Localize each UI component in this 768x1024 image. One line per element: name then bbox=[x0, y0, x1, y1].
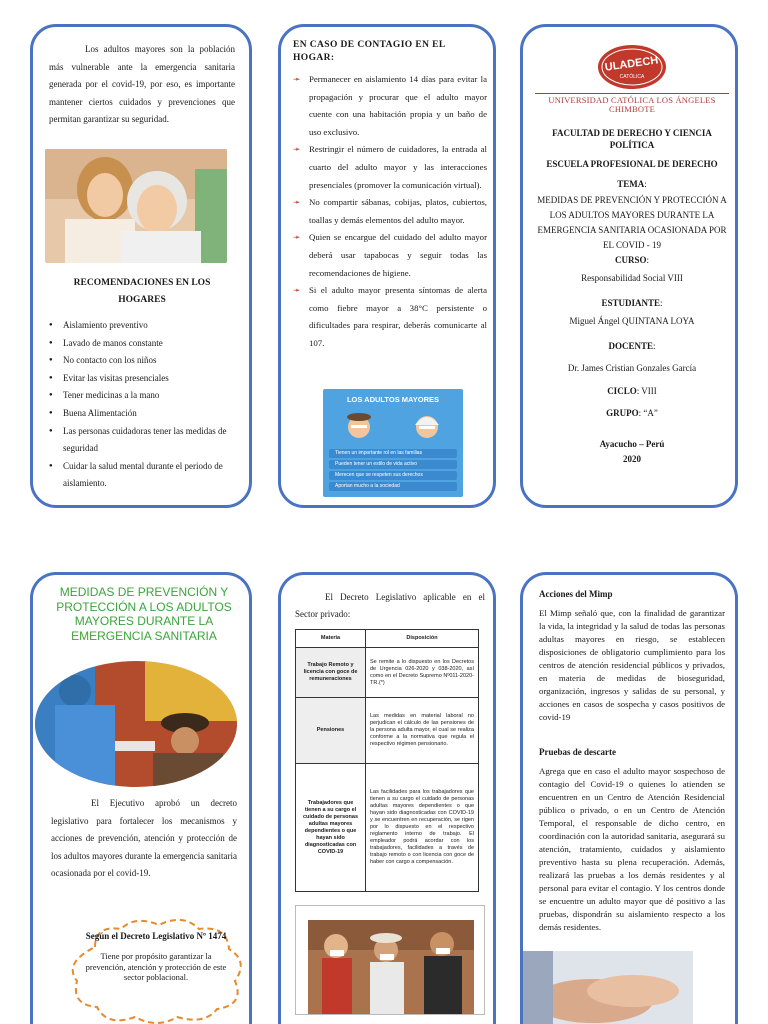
decree-lead: El Decreto Legislativo aplicable en el Sector privado: bbox=[295, 592, 485, 619]
table-header: Disposición bbox=[366, 630, 479, 648]
table-cell: Pensiones bbox=[296, 698, 366, 764]
contagion-title: EN CASO DE CONTAGIO EN EL HOGAR: bbox=[293, 40, 446, 63]
estudiante-text: Miguel Ángel QUINTANA LOYA bbox=[569, 316, 695, 327]
list-item: ● Tener medicinas a la mano bbox=[49, 387, 239, 405]
logo-text: ULADECH bbox=[604, 54, 660, 74]
place: Ayacucho – Perú bbox=[599, 438, 665, 449]
logo-subtext: CATÓLICA bbox=[619, 74, 645, 80]
measures-title: MEDIDAS DE PREVENCIÓN Y PROTECCIÓN A LOS ADULTOS MAYORES DURANTE LA EMERGENCIA SANITARIA bbox=[56, 585, 232, 643]
cloud-body: Tiene por propósito garantizar la prevención, atención y protección de este sector poblacional. bbox=[85, 951, 227, 983]
list-item: ● Las personas cuidadoras tener las medidas de seguridad bbox=[49, 423, 239, 458]
docente-line: DOCENTE: bbox=[608, 340, 656, 351]
elderly-couple-icon bbox=[323, 405, 463, 445]
intro-paragraph: Los adultos mayores son la población más vulnerable ante la emergencia sanitaria generada por el covid-19, por eso, es importante mantener ciertos cuidados y prevenciones que permitan garantizar su seguridad. bbox=[49, 44, 235, 124]
list-item: ➛ No compartir sábanas, cobijas, platos, cubiertos, toallas y demás elementos del adulto mayor. bbox=[293, 194, 487, 229]
ciclo-label: CICLO bbox=[607, 386, 637, 397]
list-item: ● Cuidar la salud mental durante el periodo de aislamiento. bbox=[49, 458, 239, 493]
elderly-infographic bbox=[323, 389, 463, 497]
tema-text: MEDIDAS DE PREVENCIÓN Y PROTECCIÓN A LOS ADULTOS MAYORES DURANTE LA EMERGENCIA SANITARIA OCASIONADA POR EL COVID - 19 bbox=[537, 194, 727, 250]
infographic-row: Merecen que se respeten sus derechos bbox=[329, 471, 457, 480]
estudiante-line: ESTUDIANTE: bbox=[601, 298, 663, 309]
curso-text: Responsabilidad Social VIII bbox=[581, 272, 683, 283]
measures-body: El Ejecutivo aprobó un decreto legislativo para fortalecer los mecanismos y acciones de prevención, atención y protección de los adultos mayores durante la emergencia sanitaria ocasionada por el covid-19. bbox=[51, 798, 237, 878]
panel-contagion bbox=[278, 24, 496, 508]
table-cell: Las facilidades para los trabajadores que tienen a su cargo el cuidado de personas adultas mayores dependientes o que hayan sido diagnosticadas con COVID-19 y se encuentren en recuperación, se rigen por lo dispuesto en el respectivo reglamento interno de trabajo. El empleador podrá acordar con los trabajadores, facilidades a través de trabajo remoto o con licencia con goce de haber con cargo a compensación. bbox=[366, 764, 479, 892]
tests-heading: Pruebas de descarte bbox=[539, 747, 616, 757]
mimp-heading: Acciones del Mimp bbox=[539, 589, 613, 599]
table-header-row bbox=[296, 630, 479, 648]
curso-line: CURSO: bbox=[614, 254, 650, 265]
list-item: ● Aislamiento preventivo bbox=[49, 317, 239, 335]
university-line: UNIVERSIDAD CATÓLICA LOS ÁNGELES bbox=[535, 93, 729, 105]
year: 2020 bbox=[623, 454, 641, 465]
panel-mimp bbox=[520, 572, 738, 1024]
cover-content bbox=[537, 127, 727, 468]
table-row bbox=[296, 698, 479, 764]
list-item: ➛ Quien se encargue del cuidado del adulto mayor deberá usar tapabocas y seguir todas las recomendaciones de higiene. bbox=[293, 229, 487, 282]
table-cell: Se remite a lo dispuesto en los Decretos de Urgencia 026-2020 y 038-2020, así como en el Decreto Supremo Nº011-2020-TR.(*) bbox=[366, 648, 479, 698]
university-logo bbox=[541, 41, 723, 127]
infographic-row: Aportan mucho a la sociedad bbox=[329, 482, 457, 491]
list-item: ➛ Permanecer en aislamiento 14 días para evitar la propagación y procurar que el adulto mayor cuente con una habitación propia y un baño de uso exclusivo. bbox=[293, 71, 487, 141]
recommendations-title: RECOMENDACIONES EN LOS HOGARES bbox=[73, 278, 211, 305]
infographic-row: Tienen un importante rol en las familias bbox=[329, 449, 457, 458]
panel-measures bbox=[30, 572, 252, 1024]
infographic-title: LOS ADULTOS MAYORES bbox=[346, 395, 440, 404]
list-item: ● No contacto con los niños bbox=[49, 352, 239, 370]
contagion-list bbox=[293, 71, 487, 353]
tests-paragraph: Agrega que en caso el adulto mayor sospechoso de contagio del Covid-19 o quienes lo atienden se encuentren en un Centro de Atención Residencial público o privado, o en un Centro de Atención Temporal, el responsable de dicho centro, en coordinación con la autoridad sanitaria, asegurará su atención, tratamiento, cuidados y aislamiento preventivo hasta su plena recuperación. Además, realizará las pruebas a los demás residentes y al personal para evitar el contagio. Y los centros donde se encuentre un adulto mayor que dé positivo a las pruebas, dispondrán su aislamiento respecto a los demás residentes. bbox=[539, 766, 725, 932]
masked-people-photo bbox=[295, 905, 485, 1015]
list-item: ● Buena Alimentación bbox=[49, 405, 239, 423]
docente-text: Dr. James Cristian Gonzales García bbox=[567, 363, 697, 374]
table-cell: Trabajo Remoto y licencia con goce de remuneraciones bbox=[296, 648, 366, 698]
table-cell: Trabajadores que tienen a su cargo el cuidado de personas adultas mayores dependientes o que hayan sido diagnosticadas con COVID-19 bbox=[296, 764, 366, 892]
ciclo-value: VIII bbox=[641, 386, 657, 397]
uladech-logo-icon bbox=[541, 41, 723, 91]
university-name bbox=[535, 93, 729, 114]
decree-table bbox=[295, 629, 479, 892]
list-item: ➛ Restringir el número de cuidadores, la entrada al cuarto del adulto mayor y las interacciones presenciales (promover la comunicación virtual). bbox=[293, 141, 487, 194]
tema-label: TEMA bbox=[617, 179, 645, 190]
grupo-line: GRUPO: “A” bbox=[606, 407, 658, 418]
cloud-title: Según el Decreto Legislativo Nº 1474 bbox=[85, 931, 227, 941]
mimp-paragraph: El Mimp señaló que, con la finalidad de garantizar la vida, la integridad y la salud de todas las personas adultas mayores en riesgo, se establecen disposiciones de obligatorio cumplimiento para los centros de atención residencial públicos y privados, en materia de medidas de bioseguridad, organización, ingresos y salidas de su personal, y acciones en casos de sospecha y casos positivos de covid-19 bbox=[539, 608, 725, 722]
elderly-women-photo bbox=[45, 149, 227, 263]
table-header: Materia bbox=[296, 630, 366, 648]
university-city: CHIMBOTE bbox=[609, 104, 655, 114]
faculty-name: FACULTAD DE DERECHO Y CIENCIA POLÍTICA bbox=[552, 128, 712, 150]
grupo-label: GRUPO bbox=[606, 407, 639, 418]
list-item: ● Evitar las visitas presenciales bbox=[49, 370, 239, 388]
ciclo-line: CICLO: VIII bbox=[607, 386, 657, 397]
panel-cover bbox=[520, 24, 738, 508]
recommendations-list bbox=[49, 317, 239, 493]
table-row bbox=[296, 764, 479, 892]
list-item: ● Lavado de manos constante bbox=[49, 335, 239, 353]
cloud-text bbox=[83, 931, 229, 983]
hands-photo bbox=[523, 951, 693, 1024]
school-name: ESCUELA PROFESIONAL DE DERECHO bbox=[546, 159, 718, 169]
medical-care-photo bbox=[35, 661, 237, 787]
panel-intro bbox=[30, 24, 252, 508]
grupo-value: “A” bbox=[643, 407, 658, 418]
infographic-row: Pueden tener un estilo de vida activo bbox=[329, 460, 457, 469]
list-item: ➛ Si el adulto mayor presenta síntomas de alerta como fiebre mayor a 38°C persistente o dificultades para respirar, deberás comunicarte al 107. bbox=[293, 282, 487, 352]
docente-label: DOCENTE bbox=[608, 340, 653, 351]
tema-line: TEMA: bbox=[617, 179, 647, 190]
estudiante-label: ESTUDIANTE bbox=[601, 298, 660, 309]
table-row bbox=[296, 648, 479, 698]
panel-decree bbox=[278, 572, 496, 1024]
table-cell: Las medidas en material laboral no perjudican el cálculo de las pensiones de la persona adulta mayor, el cual se realiza conforme a la normativa que regula el respectivo régimen pensionario. bbox=[366, 698, 479, 764]
curso-label: CURSO bbox=[614, 254, 647, 265]
